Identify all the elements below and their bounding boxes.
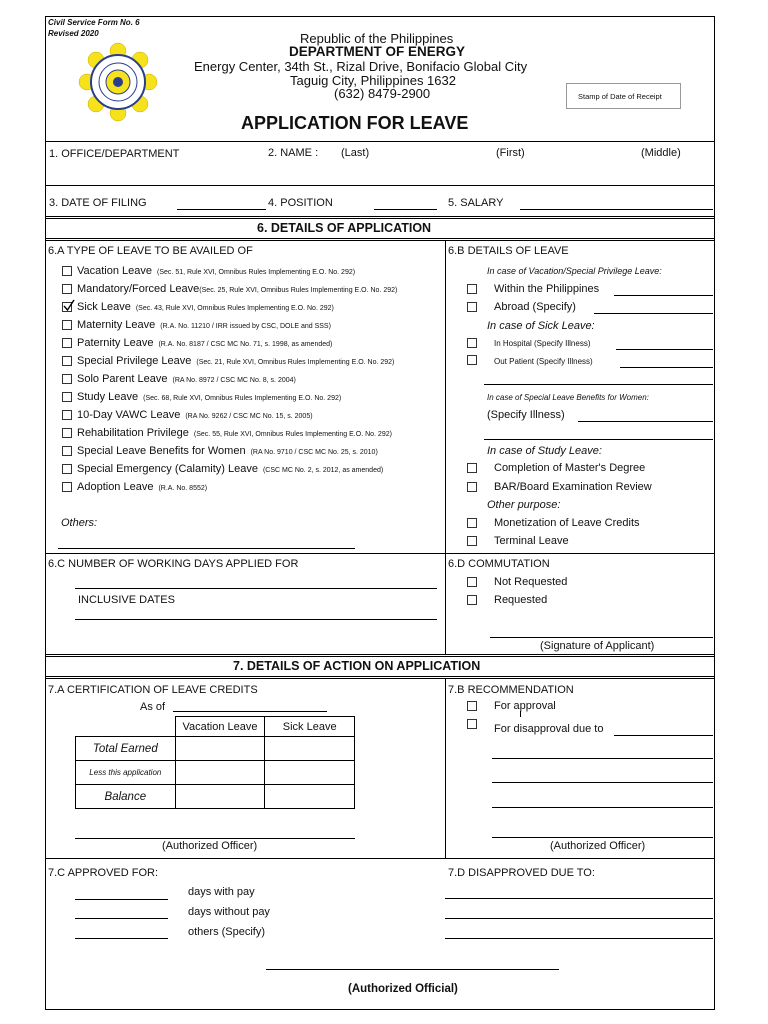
- cell-vacation-less[interactable]: [175, 761, 265, 785]
- abroad-field[interactable]: [594, 313, 713, 314]
- leave-type-label: Study Leave: [77, 391, 139, 403]
- address-line-1: Energy Center, 34th St., Rizal Drive, Bonifacio Global City: [194, 59, 528, 74]
- leave-type-reference: (CSC MC No. 2, s. 2012, as amended): [262, 467, 384, 474]
- row-balance: Balance: [76, 785, 176, 809]
- leave-type-checkbox[interactable]: [62, 266, 72, 276]
- disapproved-line-1[interactable]: [445, 898, 713, 899]
- applicant-signature-label: (Signature of Applicant): [540, 640, 655, 652]
- officer-label-a: (Authorized Officer): [162, 840, 258, 852]
- row-less-application: Less this application: [76, 761, 176, 785]
- in-hospital-field[interactable]: [616, 349, 713, 350]
- leave-type-reference: (R.A. No. 11210 / IRR issued by CSC, DOLE and SSS): [160, 323, 331, 330]
- leave-credits-table: [75, 716, 355, 809]
- officer-signature-field-a[interactable]: [75, 838, 355, 839]
- study-heading: In case of Study Leave:: [487, 445, 602, 457]
- doe-seal-icon: [78, 42, 158, 122]
- for-disapproval-checkbox[interactable]: [467, 719, 477, 729]
- leave-type-label: Special Emergency (Calamity) Leave: [77, 463, 258, 475]
- leave-type-label: Solo Parent Leave: [77, 373, 168, 385]
- s6c-title: 6.C NUMBER OF WORKING DAYS APPLIED FOR: [48, 558, 299, 570]
- leave-type-checkbox[interactable]: [62, 338, 72, 348]
- leave-type-label: Mandatory/Forced Leave: [77, 283, 200, 295]
- row-total-earned: Total Earned: [76, 737, 176, 761]
- inclusive-dates-label: INCLUSIVE DATES: [78, 594, 175, 606]
- days-with-pay-field[interactable]: [75, 899, 168, 900]
- applicant-signature-field[interactable]: [490, 637, 713, 638]
- as-of-field[interactable]: [173, 711, 327, 712]
- women-heading: In case of Special Leave Benefits for Women:: [487, 393, 649, 402]
- leave-type-checkbox[interactable]: [62, 410, 72, 420]
- leave-type-reference: (R.A. No. 8187 / CSC MC No. 71, s. 1998, as amended): [158, 341, 333, 348]
- first-name-label: (First): [496, 147, 525, 159]
- abroad-checkbox[interactable]: [467, 302, 477, 312]
- monetization-label: Monetization of Leave Credits: [494, 517, 640, 529]
- s6b-title: 6.B DETAILS OF LEAVE: [448, 245, 569, 257]
- working-days-field[interactable]: [75, 588, 437, 589]
- days-with-pay-label: days with pay: [188, 886, 255, 898]
- others-label: Others:: [61, 517, 98, 529]
- s6a-title: 6.A TYPE OF LEAVE TO BE AVAILED OF: [48, 245, 253, 257]
- masters-degree-label: Completion of Master's Degree: [494, 462, 646, 474]
- s7d-title: 7.D DISAPPROVED DUE TO:: [448, 867, 595, 879]
- leave-type-label: Maternity Leave: [77, 319, 156, 331]
- position-field[interactable]: [374, 209, 437, 210]
- disapproved-line-3[interactable]: [445, 938, 713, 939]
- leave-type-checkbox[interactable]: [62, 320, 72, 330]
- in-hospital-checkbox[interactable]: [467, 338, 477, 348]
- leave-type-item: [77, 391, 341, 403]
- leave-type-checkbox[interactable]: [62, 392, 72, 402]
- leave-type-label: Special Leave Benefits for Women: [77, 445, 246, 457]
- col-vacation-leave: Vacation Leave: [175, 717, 265, 737]
- leave-type-reference: (Sec. 55, Rule XVI, Omnibus Rules Implementing E.O. No. 292): [193, 431, 392, 438]
- within-philippines-label: Within the Philippines: [494, 283, 600, 295]
- official-signature-field[interactable]: [266, 969, 559, 970]
- disapproval-reason-line-2[interactable]: [492, 782, 713, 783]
- others-specify-field[interactable]: [75, 938, 168, 939]
- leave-type-checkbox[interactable]: [62, 428, 72, 438]
- leave-type-item: [77, 445, 378, 457]
- not-requested-checkbox[interactable]: [467, 577, 477, 587]
- leave-type-reference: (Sec. 21, Rule XVI, Omnibus Rules Implementing E.O. No. 292): [196, 359, 395, 366]
- in-hospital-label: In Hospital (Specify Illness): [494, 339, 591, 348]
- leave-type-reference: (RA No. 9262 / CSC MC No. 15, s. 2005): [185, 413, 313, 420]
- leave-type-label: Paternity Leave: [77, 337, 154, 349]
- disapproval-reason-line-1[interactable]: [492, 758, 713, 759]
- leave-type-checkbox[interactable]: [62, 284, 72, 294]
- leave-type-reference: (R.A. No. 8552): [158, 485, 208, 492]
- s6d-title: 6.D COMMUTATION: [448, 558, 550, 570]
- leave-type-item: [77, 373, 296, 385]
- position-label: 4. POSITION: [268, 197, 333, 209]
- date-filing-field[interactable]: [177, 209, 266, 210]
- others-field[interactable]: [58, 548, 355, 549]
- leave-type-item: [77, 301, 334, 313]
- inclusive-dates-field[interactable]: [75, 619, 437, 620]
- col-sick-leave: Sick Leave: [265, 717, 355, 737]
- leave-type-reference: (Sec. 43, Rule XVI, Omnibus Rules Implementing E.O. No. 292): [135, 305, 334, 312]
- abroad-label: Abroad (Specify): [494, 301, 576, 313]
- s7c-title: 7.C APPROVED FOR:: [48, 867, 159, 879]
- cell-vacation-balance[interactable]: [175, 785, 265, 809]
- for-approval-checkbox[interactable]: [467, 701, 477, 711]
- requested-checkbox[interactable]: [467, 595, 477, 605]
- for-disapproval-label: For disapproval due to: [494, 723, 604, 735]
- leave-type-label: Special Privilege Leave: [77, 355, 192, 367]
- disapproval-reason-line-3[interactable]: [492, 807, 713, 808]
- as-of-label: As of: [140, 701, 166, 713]
- leave-type-reference: (RA No. 8972 / CSC MC No. 8, s. 2004): [172, 377, 296, 384]
- form-revision: Revised 2020: [48, 29, 99, 38]
- leave-type-item: [77, 337, 332, 349]
- monetization-checkbox[interactable]: [467, 518, 477, 528]
- cell-vacation-earned[interactable]: [175, 737, 265, 761]
- leave-type-checkbox[interactable]: [62, 482, 72, 492]
- s7a-title: 7.A CERTIFICATION OF LEAVE CREDITS: [48, 684, 258, 696]
- sick-heading: In case of Sick Leave:: [487, 320, 595, 332]
- leave-type-checkbox[interactable]: [62, 356, 72, 366]
- out-patient-field[interactable]: [620, 367, 713, 368]
- leave-type-label: Sick Leave: [77, 301, 131, 313]
- leave-type-item: [77, 409, 313, 421]
- leave-type-checkbox[interactable]: [62, 374, 72, 384]
- middle-name-label: (Middle): [641, 147, 681, 159]
- leave-type-reference: (Sec. 25, Rule XVI, Omnibus Rules Implementing E.O. No. 292): [199, 287, 398, 294]
- salary-field[interactable]: [520, 209, 713, 210]
- official-label: (Authorized Official): [348, 983, 458, 995]
- bar-exam-checkbox[interactable]: [467, 482, 477, 492]
- leave-type-label: 10-Day VAWC Leave: [77, 409, 181, 421]
- within-philippines-checkbox[interactable]: [467, 284, 477, 294]
- other-purpose-heading: Other purpose:: [487, 499, 561, 511]
- s7b-title: 7.B RECOMMENDATION: [448, 684, 574, 696]
- leave-type-item: [77, 481, 207, 493]
- leave-type-checkbox[interactable]: [62, 446, 72, 456]
- masters-degree-checkbox[interactable]: [467, 463, 477, 473]
- specify-illness-field[interactable]: [578, 421, 713, 422]
- leave-type-reference: (Sec. 68, Rule XVI, Omnibus Rules Implementing E.O. No. 292): [143, 395, 342, 402]
- officer-label-b: (Authorized Officer): [550, 840, 646, 852]
- cell-sick-earned[interactable]: [265, 737, 355, 761]
- days-without-pay-field[interactable]: [75, 918, 168, 919]
- specify-illness-label: (Specify Illness): [487, 409, 565, 421]
- requested-label: Requested: [494, 594, 548, 606]
- leave-type-item: [77, 283, 397, 295]
- leave-application-form: [45, 16, 715, 1010]
- disapproved-line-2[interactable]: [445, 918, 713, 919]
- salary-label: 5. SALARY: [448, 197, 504, 209]
- leave-type-item: [77, 319, 331, 331]
- for-approval-label: For approval: [494, 700, 556, 712]
- leave-type-label: Vacation Leave: [77, 265, 153, 277]
- department-name: DEPARTMENT OF ENERGY: [289, 44, 466, 59]
- last-name-label: (Last): [341, 147, 370, 159]
- leave-type-reference: (Sec. 51, Rule XVI, Omnibus Rules Implementing E.O. No. 292): [157, 269, 356, 276]
- bar-exam-label: BAR/Board Examination Review: [494, 481, 652, 493]
- terminal-leave-label: Terminal Leave: [494, 535, 569, 547]
- leave-type-item: [77, 355, 394, 367]
- date-filing-label: 3. DATE OF FILING: [49, 197, 147, 209]
- leave-type-checkbox[interactable]: [62, 464, 72, 474]
- leave-type-checkbox-checked[interactable]: [62, 302, 72, 312]
- leave-type-item: [77, 463, 383, 475]
- cell-sick-less[interactable]: [265, 761, 355, 785]
- terminal-leave-checkbox[interactable]: [467, 536, 477, 546]
- leave-type-reference: (RA No. 9710 / CSC MC No. 25, s. 2010): [250, 449, 378, 456]
- others-specify-label: others (Specify): [188, 926, 266, 938]
- not-requested-label: Not Requested: [494, 576, 568, 588]
- cell-sick-balance[interactable]: [265, 785, 355, 809]
- form-number: Civil Service Form No. 6: [48, 18, 140, 27]
- name-label: 2. NAME :: [268, 147, 319, 159]
- out-patient-label: Out Patient (Specify Illness): [494, 357, 593, 366]
- out-patient-checkbox[interactable]: [467, 355, 477, 365]
- page-title: APPLICATION FOR LEAVE: [241, 113, 469, 133]
- address-line-2: Taguig City, Philippines 1632: [290, 73, 456, 88]
- receipt-stamp-label: Stamp of Date of Receipt: [578, 92, 662, 101]
- office-label: 1. OFFICE/DEPARTMENT: [49, 148, 180, 160]
- republic-text: Republic of the Philippines: [300, 31, 454, 46]
- days-without-pay-label: days without pay: [188, 906, 270, 918]
- leave-type-label: Adoption Leave: [77, 481, 154, 493]
- leave-type-item: [77, 427, 392, 439]
- officer-signature-field-b[interactable]: [492, 837, 713, 838]
- leave-type-label: Rehabilitation Privilege: [77, 427, 189, 439]
- vacation-heading: In case of Vacation/Special Privilege Leave:: [487, 266, 662, 276]
- phone-number: (632) 8479-2900: [334, 86, 431, 101]
- section6-heading: 6. DETAILS OF APPLICATION: [257, 221, 432, 235]
- leave-type-item: [77, 265, 355, 277]
- section7-heading: 7. DETAILS OF ACTION ON APPLICATION: [233, 659, 481, 673]
